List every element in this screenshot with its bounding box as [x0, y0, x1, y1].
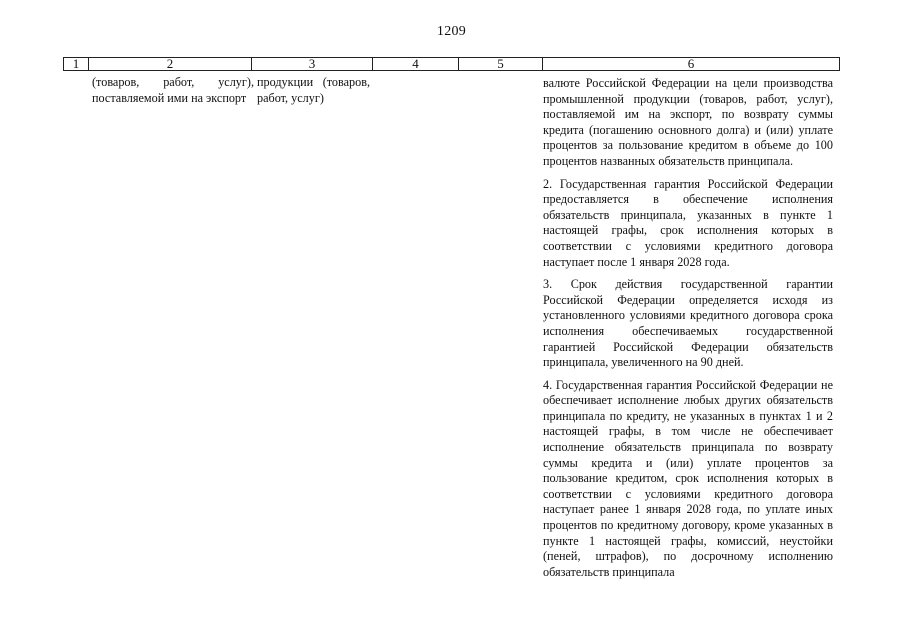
column-6-paragraph: 3. Срок действия государственной гарантии Российской Федерации определяется исходя из установленного условиями кредитного договора срока исполнения обеспечиваемых государственной гарантией Российской Федерации обязательств принципала, увеличенного на 90 дней. — [543, 277, 833, 370]
column-2-text: (товаров, работ, услуг), поставляемой ими на экспорт — [92, 75, 254, 105]
column-6-paragraph: 4. Государственная гарантия Российской Федерации не обеспечивает исполнение любых других обязательств принципала по кредиту, не указанных в пунктах 1 и 2 настоящей графы, в том числе не обеспечивает исполнение обязательств принципала по возврату суммы кредита и (или) уплате процентов за пользование кредитом, срок исполнения которых в соответствии с условиями кредитного договора наступает ранее 1 января 2028 года, по уплате иных процентов по кредитному договору, кроме указанных в пункте 1 настоящей графы, комиссий, неустойки (пеней, штрафов), по досрочному исполнению обязательств принципала — [543, 377, 833, 579]
column-6-paragraph: валюте Российской Федерации на цели производства промышленной продукции (товаров, работ, услуг), поставляемой им на экспорт, по возврату суммы кредита (погашению основного долга) и (или) уплате процентов за пользование кредитом в объеме до 100 процентов названных обязательств принципала. — [543, 76, 833, 168]
table-header-row — [63, 57, 840, 71]
table-header-cell-5: 5 — [458, 58, 542, 70]
page-number: 1209 — [436, 24, 467, 39]
table-header-cell-6: 6 — [542, 58, 839, 70]
column-6-text — [543, 76, 833, 587]
column-3-text: продукции (товаров, работ, услуг) — [257, 75, 370, 105]
table-header-cell-2: 2 — [88, 58, 251, 70]
column-6-paragraph: 2. Государственная гарантия Российской Федерации предоставляется в обеспечение исполнения обязательств принципала, указанных в пункте 1 настоящей графы, срок исполнения которых в соответствии с условиями кредитного договора наступает после 1 января 2028 года. — [543, 176, 833, 269]
table-header-cell-3: 3 — [251, 58, 372, 70]
table-header-cell-4: 4 — [372, 58, 458, 70]
table-header-cell-1: 1 — [72, 56, 80, 71]
